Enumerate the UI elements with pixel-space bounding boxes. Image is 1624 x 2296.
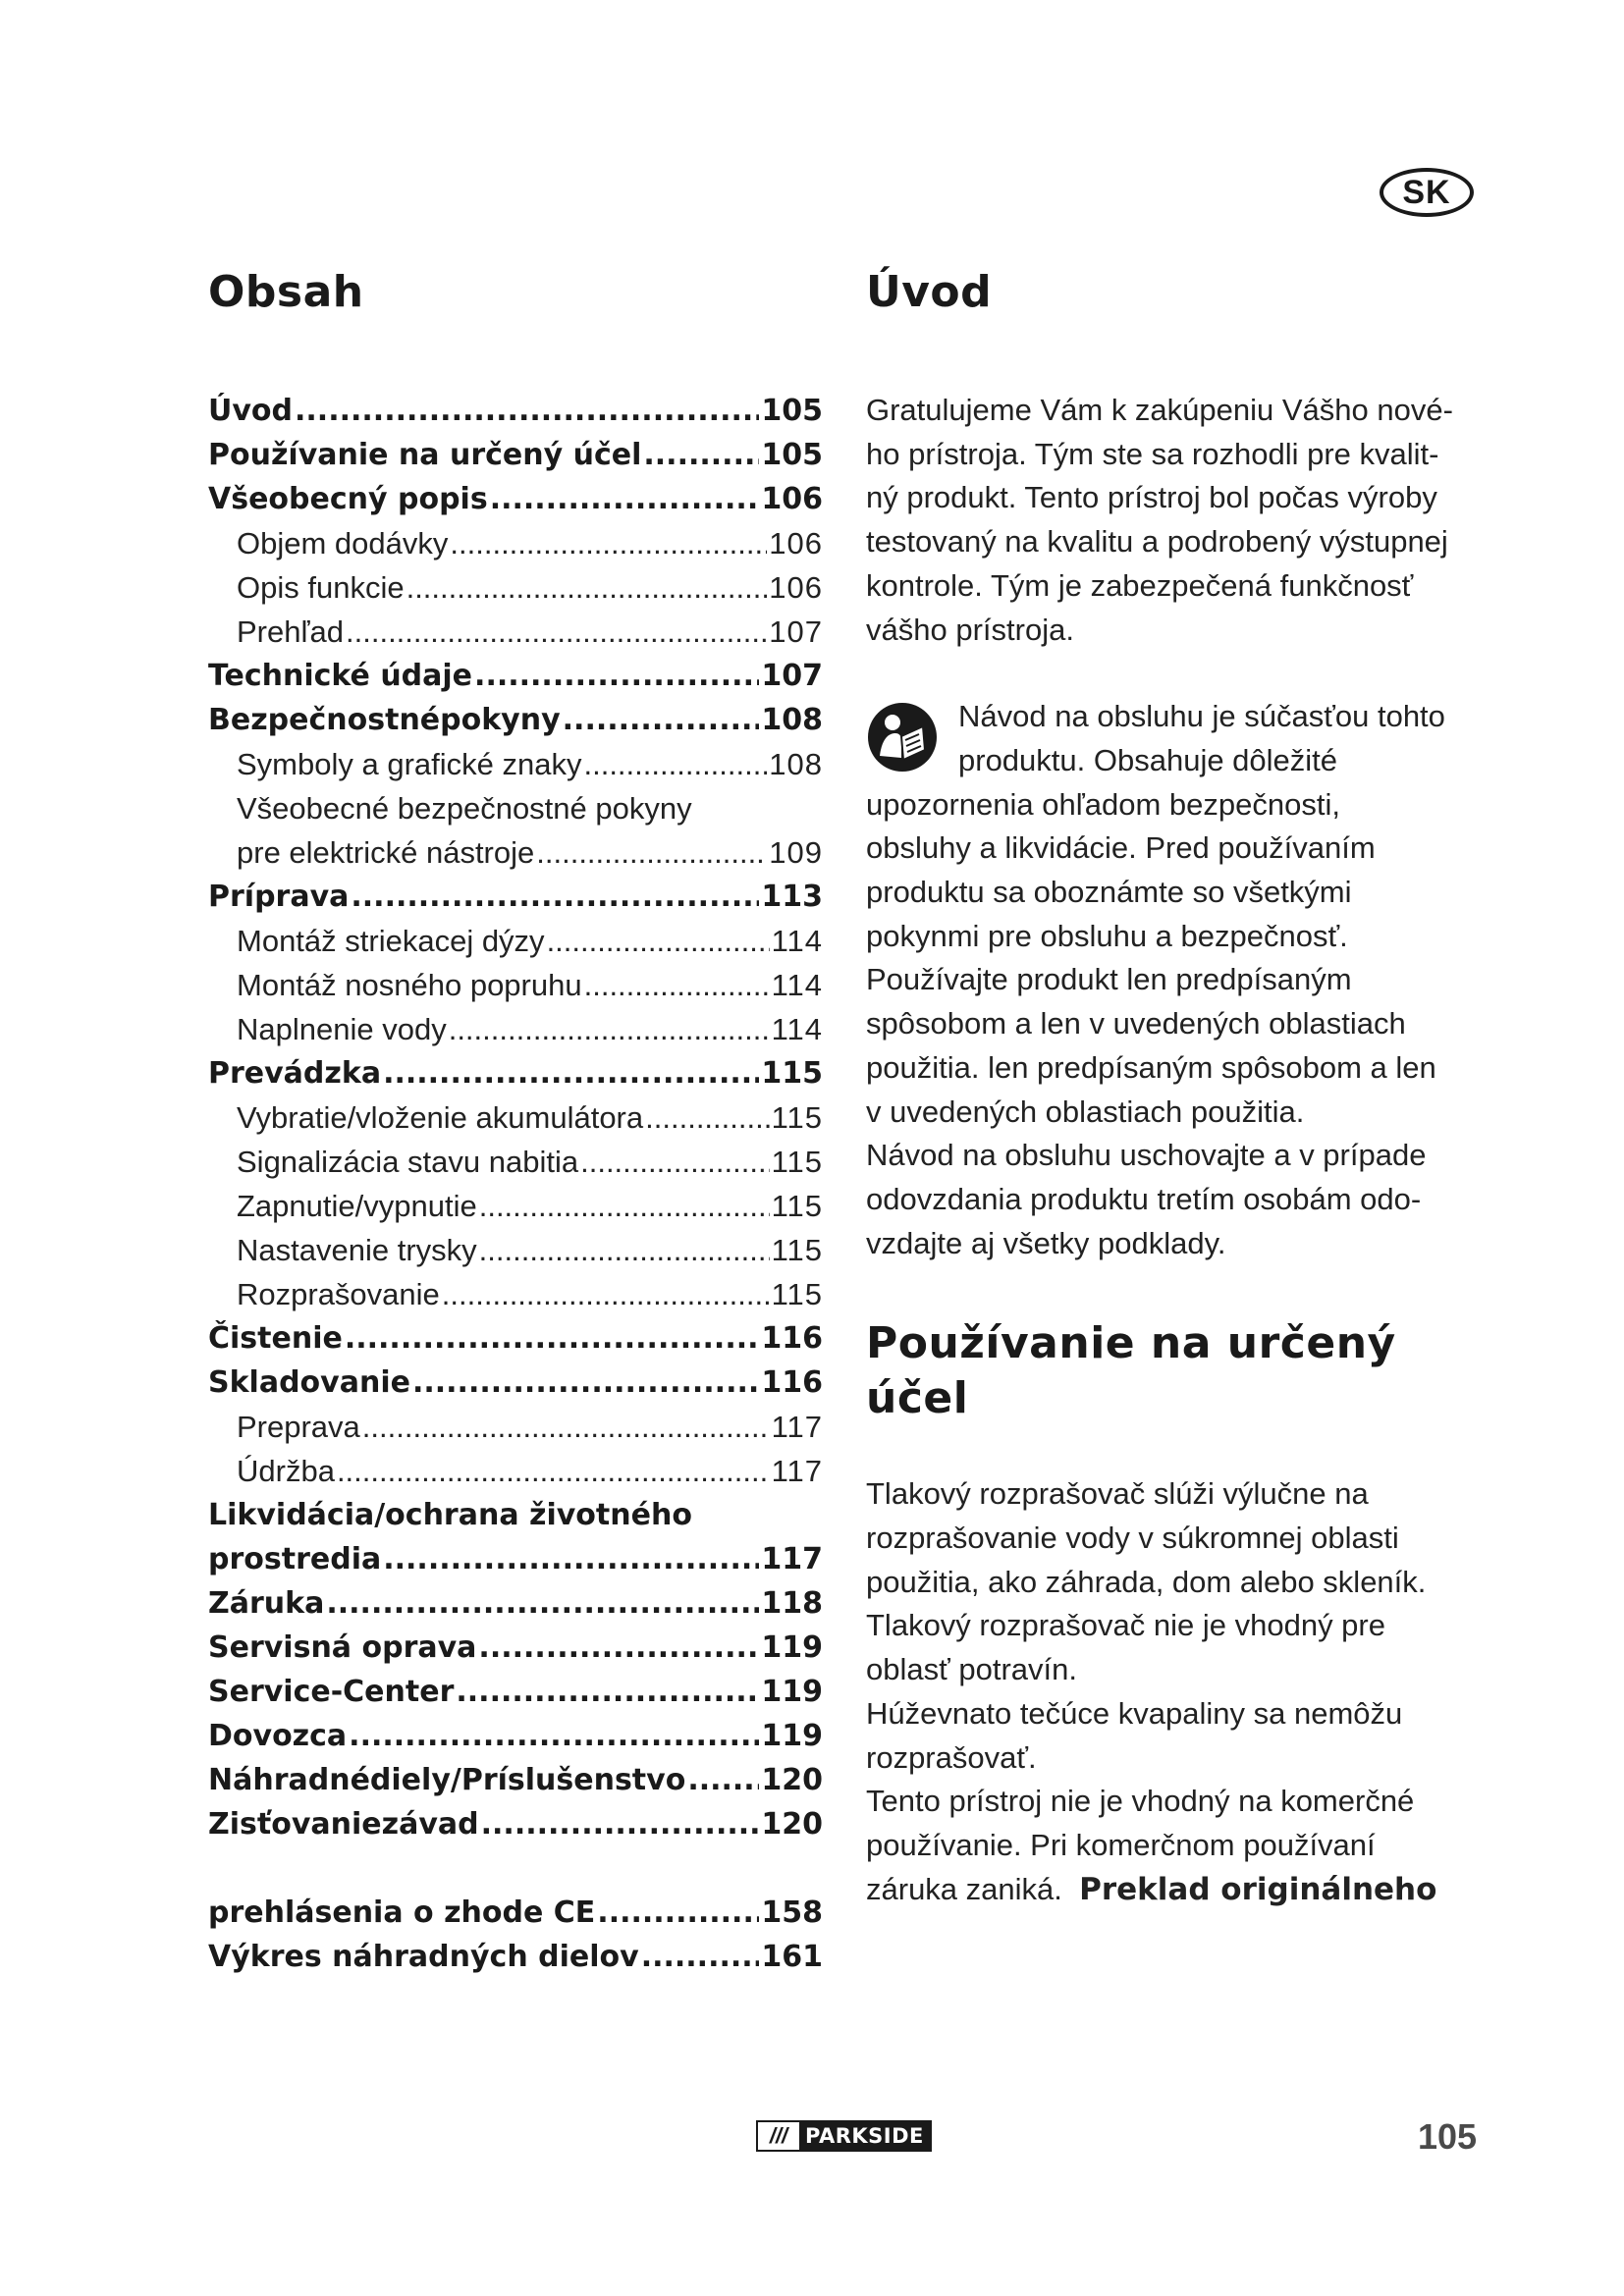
toc-leader-dots [490,477,760,521]
toc-leader-dots [442,1272,770,1316]
toc-entry-label: Naplnenie vody [237,1012,447,1046]
toc-entry-page: 107 [761,659,823,693]
toc-leader-dots [643,433,759,477]
toc-entry-page: 116 [761,1365,823,1400]
text-line: obsluhy a likvidácie. Pred používaním [866,830,1376,866]
toc-entry [208,830,823,875]
toc-title: Obsah [208,267,364,317]
text-line: produktu. Obsahuje dôležité [958,742,1338,777]
toc-entry-label: Signalizácia stavu nabitia [237,1145,579,1179]
toc-leader-dots [337,1449,770,1493]
toc-entry-label: Montáž striekacej dýzy [237,924,545,958]
text-line: Tlakový rozprašovač slúži výlučne na [866,1476,1369,1512]
toc-entry-label: Príprava [208,880,350,914]
text-line: spôsobom a len v uvedených oblastiach [866,1006,1406,1041]
toc-leader-dots [449,1007,770,1051]
toc-entry-label: Dovozca [208,1719,348,1753]
toc-entry-label: Technické údaje [208,659,473,693]
toc-entry [208,1007,823,1051]
text-line: produktu sa oboznámte so všetkými [866,875,1352,910]
parkside-logo [756,2120,932,2152]
toc-entry [208,1758,823,1802]
toc-entry-page: 119 [761,1675,823,1709]
toc-entry-label: Všeobecný popis [208,482,488,516]
toc-entry-label: Symboly a grafické znaky [237,747,582,781]
toc-entry-label: Servisná oprava [208,1630,477,1665]
toc-leader-dots [383,1051,759,1095]
toc-entry [208,1272,823,1316]
toc-entry-label: Preprava [237,1410,360,1444]
toc-entry [208,1228,823,1272]
toc-entry [208,521,823,565]
toc-entry-page: 117 [761,1542,823,1576]
table-of-contents [208,265,823,1979]
text-line: vzdajte aj všetky podklady. [866,1225,1226,1260]
toc-entry-page: 105 [761,394,823,428]
toc-entry [208,477,823,521]
toc-entry-label: Zisťovaniezávad [208,1807,479,1842]
text-line: ný produkt. Tento prístroj bol počas výroby [866,480,1437,515]
toc-entry-label: pre elektrické nástroje [237,835,535,870]
toc-entry-label: Nastavenie trysky [237,1233,477,1267]
toc-entry-page: 113 [761,880,823,914]
toc-entry-page: 114 [771,924,823,958]
toc-entry-label: Montáž nosného popruhu [237,968,582,1002]
toc-entry [208,610,823,654]
toc-entry-page: 107 [769,614,823,649]
toc-entry-label: Bezpečnostnépokyny [208,703,561,737]
toc-entry-label: Likvidácia/ochrana životného [208,1498,692,1532]
intro-paragraph [866,389,1480,652]
text-line: použitia. len predpísaným spôsobom a len [866,1049,1436,1085]
last-line: záruka zaniká. Preklad originálneho [866,1871,1437,1907]
toc-leader-dots [345,1316,760,1361]
toc-leader-dots [412,1361,759,1405]
toc-entry-label: Záruka [208,1586,325,1621]
toc-entry [208,433,823,477]
text-line: oblasť potravín. [866,1652,1077,1687]
toc-leader-dots [645,1095,769,1140]
toc-entry [208,1095,823,1140]
toc-entry [208,1316,823,1361]
toc-entry [208,963,823,1007]
toc-entry-label: Prevádzka [208,1056,382,1091]
logo-stripes: /// [758,2122,799,2150]
text-line: upozornenia ohľadom bezpečnosti, [866,786,1340,822]
toc-entry [208,389,823,433]
toc-entry-page: 108 [769,747,823,781]
toc-entry-page: 114 [771,968,823,1002]
manual-note [866,695,1480,1265]
toc-entry [208,742,823,786]
toc-entry-label: Objem dodávky [237,526,449,561]
toc-entry [208,1626,823,1670]
toc-leader-dots [478,1626,759,1670]
toc-entry [208,1184,823,1228]
toc-leader-dots [687,1758,759,1802]
toc-entry-page: 109 [769,835,823,870]
toc-entry-label: prostredia [208,1542,382,1576]
toc-entry [208,1449,823,1493]
text-line: Tlakový rozprašovač nie je vhodný pre [866,1608,1385,1643]
toc-entry-page: 115 [771,1277,823,1311]
text-line: Húževnato tečúce kvapaliny sa nemôžu [866,1695,1403,1731]
toc-entry-label: Opis funkcie [237,570,405,605]
toc-leader-dots [597,1891,759,1935]
toc-entry-label: Všeobecné bezpečnostné pokyny [237,791,692,826]
toc-entry [208,1493,823,1537]
toc-entry [208,1361,823,1405]
text-line: Návod na obsluhu je súčasťou tohto [958,699,1445,734]
toc-entry [208,1670,823,1714]
toc-entry-page: 105 [761,438,823,472]
right-column [866,265,1480,1911]
toc-entry-label: Používanie na určený účel [208,438,642,472]
intended-use-title: Používanie na určený účel [866,1318,1396,1424]
toc-entry-page: 108 [761,703,823,737]
toc-entry [208,1802,823,1846]
toc-entry [208,565,823,610]
toc-leader-dots [456,1670,759,1714]
toc-leader-dots [641,1935,760,1979]
toc-entry-page: 117 [771,1410,823,1444]
toc-leader-dots [580,1140,769,1184]
toc-entry-label: prehlásenia o zhode CE [208,1896,596,1930]
text-line: ho prístroja. Tým ste sa rozhodli pre kvalit- [866,436,1439,471]
text-line: vášho prístroja. [866,612,1074,647]
text-line: Používajte produkt len predpísaným [866,962,1352,997]
toc-entry-label: Výkres náhradných dielov [208,1940,639,1974]
toc-entry-page: 115 [771,1145,823,1179]
toc-entry-page: 120 [761,1807,823,1842]
toc-entry-page: 106 [769,526,823,561]
toc-leader-dots [362,1405,770,1449]
toc-entry-page: 106 [761,482,823,516]
toc-entry [208,698,823,742]
text-line: testovaný na kvalitu a podrobený výstupnej [866,524,1448,560]
toc-entry-label: Zapnutie/vypnutie [237,1189,477,1223]
toc-entry-page: 119 [761,1719,823,1753]
toc-entry [208,1714,823,1758]
toc-entry-page: 119 [761,1630,823,1665]
toc-leader-dots [479,1184,770,1228]
toc-leader-dots [351,875,759,919]
toc-leader-dots [547,919,770,963]
toc-entry-label: Service-Center [208,1675,455,1709]
toc-entry-label: Rozprašovanie [237,1277,440,1311]
text-line: rozprašovať. [866,1739,1037,1775]
toc-leader-dots [583,742,767,786]
text-line: Návod na obsluhu uschovajte a v prípade [866,1138,1427,1173]
toc-leader-dots [563,698,760,742]
toc-leader-dots [295,389,759,433]
text-line: odovzdania produktu tretím osobám odo- [866,1181,1422,1216]
toc-entry [208,1537,823,1581]
toc-entry [208,1891,823,1935]
toc-entry-label: Náhradnédiely/Príslušenstvo [208,1763,686,1797]
page-number: 105 [1418,2116,1478,2157]
toc-entry-page: 158 [761,1896,823,1930]
toc-entry-page: 106 [769,570,823,605]
text-line: kontrole. Tým je zabezpečená funkčnosť [866,567,1414,603]
intended-use-paragraph [866,1472,1480,1911]
language-badge: SK [1380,168,1474,217]
toc-leader-dots [349,1714,759,1758]
toc-entry-page: 115 [771,1100,823,1135]
text-line: Gratulujeme Vám k zakúpeniu Vášho nové- [866,393,1453,427]
toc-entry-label: Úvod [208,394,294,428]
toc-entry [208,654,823,698]
toc-entry-page: 114 [771,1012,823,1046]
toc-entry-label: Prehľad [237,614,344,649]
text-line: používanie. Pri komerčnom používaní [866,1827,1376,1862]
text-line: použitia, ako záhrada, dom alebo skleník. [866,1564,1427,1599]
toc-entry-label: Vybratie/vloženie akumulátora [237,1100,644,1135]
toc-list [208,389,823,1846]
toc-entry-page: 115 [771,1189,823,1223]
text-line: Tento prístroj nie je vhodný na komerčné [866,1784,1415,1819]
toc-entry-label: Skladovanie [208,1365,410,1400]
toc-entry [208,1935,823,1979]
toc-entry [208,1051,823,1095]
toc-entry-page: 161 [761,1940,823,1974]
toc-leader-dots [383,1537,759,1581]
toc-extra-list [208,1891,823,1979]
toc-entry-page: 117 [771,1454,823,1488]
toc-leader-dots [450,521,767,565]
toc-entry-page: 118 [761,1586,823,1621]
toc-entry-page: 120 [761,1763,823,1797]
toc-entry [208,1140,823,1184]
toc-leader-dots [346,610,767,654]
toc-entry-page: 115 [771,1233,823,1267]
toc-entry-label: Čistenie [208,1321,343,1356]
toc-leader-dots [481,1802,760,1846]
toc-leader-dots [479,1228,770,1272]
toc-entry-label: Údržba [237,1454,335,1488]
toc-leader-dots [474,654,759,698]
toc-entry [208,786,823,830]
logo-brand: PARKSIDE [805,2124,924,2148]
text-line: v uvedených oblastiach použitia. [866,1094,1305,1129]
text-line: rozprašovanie vody v súkromnej oblasti [866,1521,1399,1556]
toc-entry [208,1581,823,1626]
read-manual-icon [866,701,939,774]
toc-entry [208,919,823,963]
intro-title: Úvod [866,267,993,317]
toc-entry [208,875,823,919]
toc-leader-dots [584,963,770,1007]
toc-entry-page: 115 [761,1056,823,1091]
toc-leader-dots [536,830,767,875]
toc-leader-dots [326,1581,759,1626]
text-line: pokynmi pre obsluhu a bezpečnosť. [866,918,1348,953]
toc-entry-page: 116 [761,1321,823,1356]
toc-entry [208,1405,823,1449]
toc-leader-dots [406,565,768,610]
